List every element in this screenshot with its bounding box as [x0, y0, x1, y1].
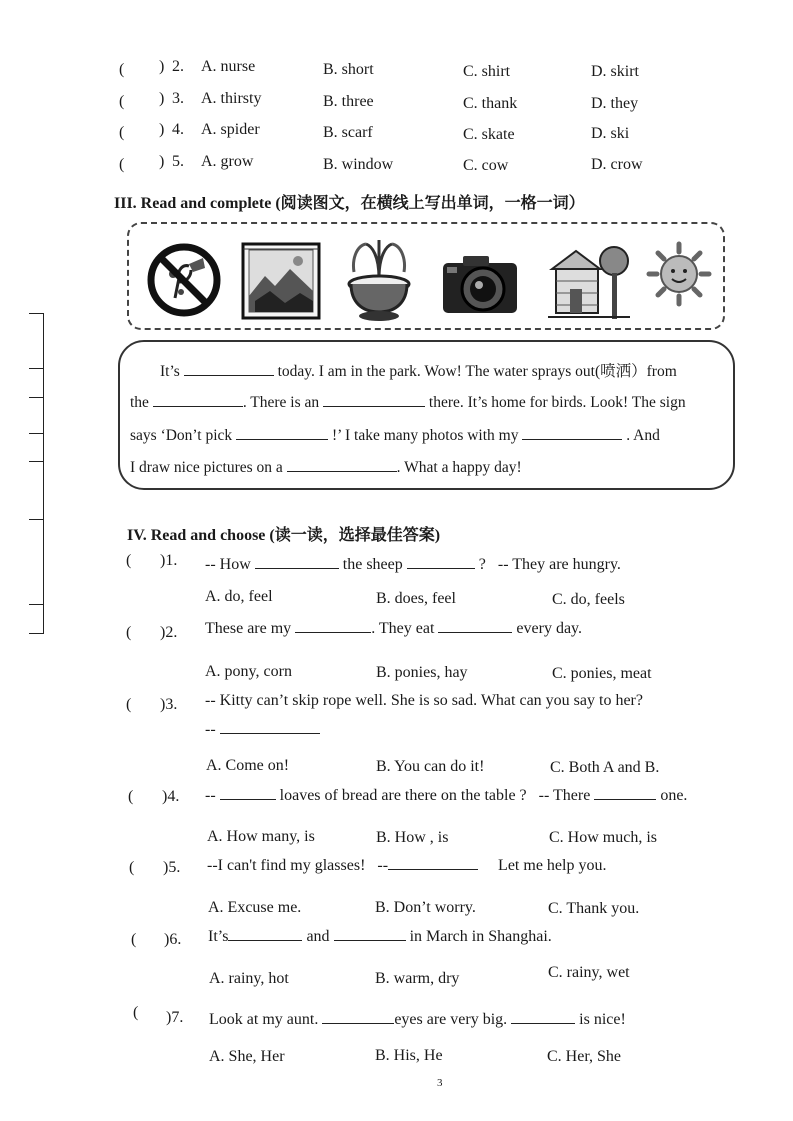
passage-line [130, 425, 660, 445]
answer-blank[interactable] [388, 855, 478, 870]
passage-text: It’s [160, 363, 180, 380]
question-part: -- They are hungry. [497, 556, 621, 573]
option-a: A. Come on! [206, 757, 290, 774]
option-a: A. nurse [201, 58, 256, 75]
option-b: B. warm, dry [375, 970, 460, 987]
option-c: C. cow [463, 157, 509, 174]
option-c: C. ponies, meat [552, 665, 652, 682]
treehouse-icon [546, 239, 632, 325]
question-part: loaves of bread are there on the table ? [279, 787, 527, 804]
answer-blank[interactable] [334, 926, 406, 941]
passage-text: !’ I take many photos with my [331, 427, 519, 444]
answer-paren-open[interactable]: ( [119, 124, 125, 141]
answer-paren-close: ) [159, 58, 165, 75]
question-number: )2. [160, 624, 178, 641]
question-response [205, 719, 320, 739]
option-b: B. ponies, hay [376, 664, 468, 681]
option-d: D. ski [591, 125, 630, 142]
answer-paren[interactable]: ( [128, 788, 134, 805]
answer-blank[interactable] [228, 926, 302, 941]
option-a: A. spider [201, 121, 260, 138]
answer-paren[interactable]: ( [126, 552, 132, 569]
answer-paren-open[interactable]: ( [119, 156, 125, 173]
passage-text: the [130, 394, 149, 411]
option-c: C. shirt [463, 63, 511, 80]
option-c: C. Thank you. [548, 900, 640, 917]
answer-blank[interactable] [287, 457, 397, 472]
binding-line [43, 313, 44, 633]
question-part: and [306, 928, 330, 945]
answer-paren[interactable]: ( [133, 1004, 139, 1021]
question-part: -- How [205, 556, 251, 573]
passage-line [130, 457, 522, 477]
question-part: eyes are very big. [394, 1011, 508, 1028]
answer-paren[interactable]: ( [131, 931, 137, 948]
option-c: C. Both A and B. [550, 759, 660, 776]
passage-text: I draw nice pictures on a [130, 459, 283, 476]
option-c: C. do, feels [552, 591, 625, 608]
question-part: -- There [538, 787, 591, 804]
fountain-icon [342, 236, 416, 324]
answer-paren-close: ) [159, 153, 165, 170]
question-number: )1. [160, 552, 178, 569]
answer-paren-close: ) [159, 121, 165, 138]
answer-blank[interactable] [511, 1009, 575, 1024]
question-part: -- [205, 721, 216, 738]
question-part: --I can't find my glasses! [207, 857, 366, 874]
question-part: It’s [208, 928, 229, 945]
answer-blank[interactable] [220, 719, 320, 734]
option-c: C. thank [463, 95, 518, 112]
passage-line [160, 359, 677, 381]
section-4-heading: IV. Read and choose (读一读，选择最佳答案) [127, 527, 441, 544]
question-part: the sheep [342, 556, 403, 573]
answer-blank[interactable] [153, 392, 243, 407]
answer-blank[interactable] [236, 425, 328, 440]
passage-text: . What a happy day! [396, 459, 522, 476]
binding-tick [29, 633, 44, 634]
binding-tick [29, 461, 44, 462]
option-d: D. crow [591, 156, 643, 173]
option-d: D. they [591, 95, 639, 112]
option-c: C. Her, She [547, 1048, 622, 1065]
answer-blank[interactable] [295, 618, 371, 633]
answer-blank[interactable] [522, 425, 622, 440]
option-a: A. How many, is [207, 828, 315, 845]
binding-tick [29, 397, 44, 398]
passage-text: today. I am in the park. Wow! The water sprays out(喷洒）from [277, 363, 677, 380]
question-number: 5. [172, 153, 184, 170]
option-c: C. skate [463, 126, 515, 143]
answer-blank[interactable] [594, 785, 656, 800]
camera-icon [441, 253, 519, 315]
question-text [208, 926, 552, 946]
question-number: 4. [172, 121, 184, 138]
option-a: A. pony, corn [205, 663, 292, 680]
option-a: A. do, feel [205, 588, 273, 605]
answer-blank[interactable] [255, 554, 339, 569]
answer-blank[interactable] [322, 1009, 394, 1024]
answer-paren[interactable]: ( [126, 696, 132, 713]
option-b: B. window [323, 156, 394, 173]
passage-text: says ‘Don’t pick [130, 427, 233, 444]
binding-tick [29, 313, 44, 314]
answer-paren-open[interactable]: ( [119, 93, 125, 110]
answer-paren[interactable]: ( [126, 624, 132, 641]
answer-blank[interactable] [407, 554, 475, 569]
answer-paren-close: ) [159, 90, 165, 107]
question-number: )7. [166, 1009, 184, 1026]
question-text [207, 855, 606, 875]
question-part: Look at my aunt. [209, 1011, 319, 1028]
option-b: B. scarf [323, 124, 373, 141]
painting-icon [240, 241, 322, 321]
question-text [209, 1009, 626, 1029]
sun-icon [646, 241, 712, 307]
option-a: A. She, Her [209, 1048, 285, 1065]
option-a: A. thirsty [201, 90, 262, 107]
option-a: A. rainy, hot [209, 970, 289, 987]
question-part: one. [660, 787, 688, 804]
option-d: D. skirt [591, 63, 639, 80]
option-a: A. Excuse me. [208, 899, 302, 916]
passage-text: . And [626, 427, 660, 444]
option-b: B. does, feel [376, 590, 456, 607]
answer-paren[interactable]: ( [129, 859, 135, 876]
passage-line [130, 392, 686, 412]
question-part: in March in Shanghai. [409, 928, 552, 945]
page-number: 3 [437, 1077, 443, 1089]
passage-text: . There is an [242, 394, 320, 411]
question-part: is nice! [579, 1011, 626, 1028]
option-c: C. How much, is [549, 829, 657, 846]
answer-blank[interactable] [438, 618, 512, 633]
option-b: B. Don’t worry. [375, 899, 476, 916]
question-part: . They eat [371, 620, 435, 637]
question-text: -- Kitty can’t skip rope well. She is so sad. What can you say to her? [205, 692, 643, 709]
question-part: Let me help you. [498, 857, 607, 874]
option-b: B. short [323, 61, 374, 78]
no-picking-sign-icon [145, 238, 223, 322]
option-b: B. His, He [375, 1047, 443, 1064]
option-b: B. How , is [376, 829, 449, 846]
question-part: -- [205, 787, 216, 804]
option-c: C. rainy, wet [548, 964, 630, 981]
question-part: These are my [205, 620, 292, 637]
question-part: -- [377, 857, 389, 874]
passage-text: there. It’s home for birds. Look! The sign [428, 394, 686, 411]
question-text [205, 785, 687, 805]
question-number: )6. [164, 931, 182, 948]
binding-tick [29, 368, 44, 369]
binding-tick [29, 604, 44, 605]
question-number: )3. [160, 696, 178, 713]
answer-blank[interactable] [184, 361, 274, 376]
question-text [205, 554, 621, 574]
question-number: 2. [172, 58, 184, 75]
binding-tick [29, 433, 44, 434]
answer-blank[interactable] [323, 392, 425, 407]
question-number: 3. [172, 90, 184, 107]
binding-tick [29, 519, 44, 520]
question-text [205, 618, 582, 638]
option-a: A. grow [201, 153, 254, 170]
question-part: ? [478, 556, 486, 573]
question-number: )4. [162, 788, 180, 805]
answer-blank[interactable] [220, 785, 276, 800]
section-3-heading: III. Read and complete (阅读图文，在横线上写出单词，一格一词） [114, 195, 585, 212]
question-part: every day. [516, 620, 583, 637]
option-b: B. three [323, 93, 374, 110]
answer-paren-open[interactable]: ( [119, 61, 125, 78]
option-b: B. You can do it! [376, 758, 485, 775]
question-number: )5. [163, 859, 181, 876]
